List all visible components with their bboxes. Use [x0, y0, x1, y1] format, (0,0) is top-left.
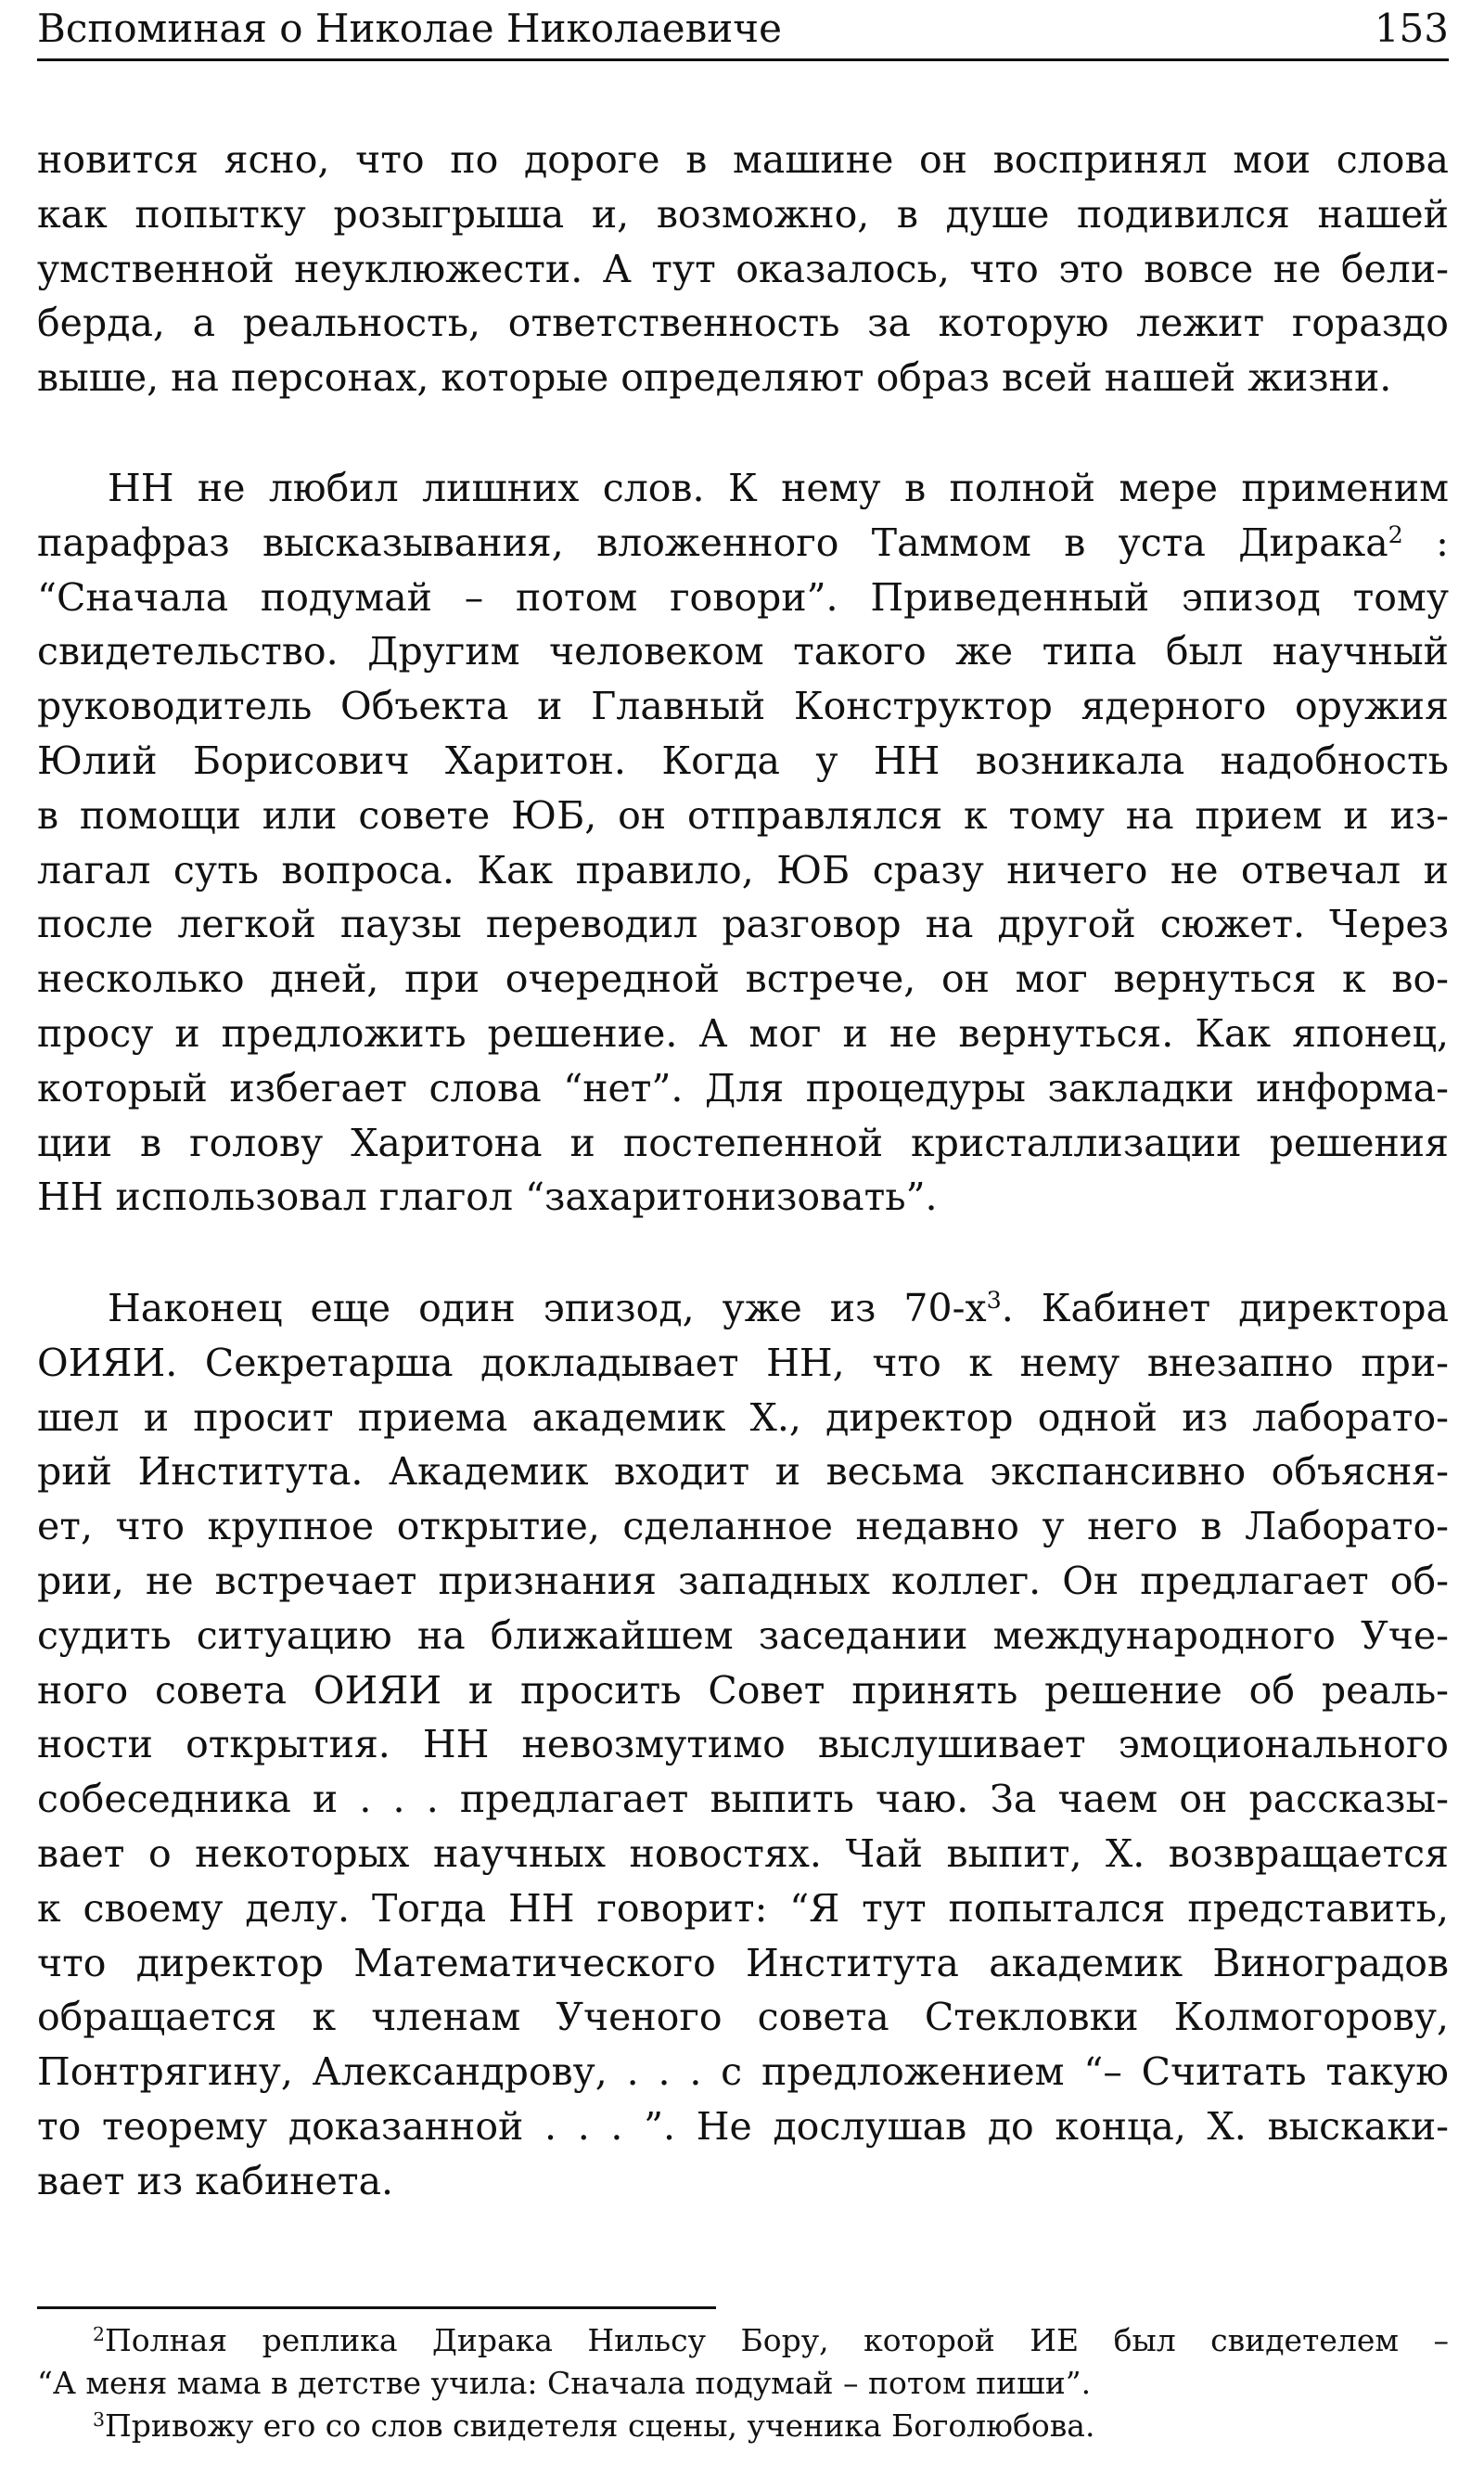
text-line	[37, 516, 1449, 571]
text-line: к своему делу. Тогда НН говорит: “Я тут попытался представить,	[37, 1885, 1449, 1931]
text-line: Юлий Борисович Харитон. Когда у НН возникала надобность	[37, 738, 1449, 783]
text-line-tail: . Кабинет директора	[1001, 1286, 1450, 1330]
text-line: выше, на персонах, которые определяют образ всей нашей жизни.	[37, 355, 1392, 401]
text-line: НН не любил лишних слов. К нему в полной мере применим	[108, 466, 1449, 510]
text-line-body: парафраз высказывания, вложенного Таммом в уста Дирака	[37, 520, 1388, 565]
text-line: собеседника и . . . предлагает выпить чаю. За чаем он рассказы-	[37, 1777, 1449, 1822]
text-line: судить ситуацию на ближайшем заседании международного Уче-	[37, 1612, 1449, 1658]
text-line: который избегает слова “нет”. Для процедуры закладки информа-	[37, 1065, 1449, 1111]
page-number: 153	[1374, 6, 1449, 51]
footnote-ref-3[interactable]: 3	[986, 1286, 1002, 1315]
text-line: руководитель Объекта и Главный Конструктор ядерного оружия	[37, 684, 1449, 729]
running-head	[37, 6, 1449, 61]
text-line: НН использовал глагол “захаритонизовать”.	[37, 1175, 938, 1220]
text-line: вает о некоторых научных новостях. Чай выпит, Х. возвращается	[37, 1830, 1449, 1876]
text-line: вает из кабинета.	[37, 2158, 394, 2203]
text-line: в помощи или совете ЮБ, он отправлялся к тому на прием и из-	[37, 792, 1449, 838]
text-line: рий Института. Академик входит и весьма экспансивно объясня-	[37, 1449, 1449, 1495]
text-line: обращается к членам Ученого совета Стекловки Колмогорову,	[37, 1995, 1449, 2040]
footnote-line: “А меня мама в детстве учила: Сначала подумай – потом пиши”.	[37, 2365, 1092, 2401]
text-line-body: Наконец еще один эпизод, уже из 70-х	[108, 1286, 987, 1330]
text-line: после легкой паузы переводил разговор на другой сюжет. Через	[37, 902, 1449, 947]
footnote-marker: 3	[93, 2407, 106, 2431]
text-line-tail: :	[1402, 520, 1449, 565]
text-line: ности открытия. НН невозмутимо выслушивает эмоционального	[37, 1722, 1449, 1767]
text-line: умственной неуклюжести. А тут оказалось, что это вовсе не бели-	[37, 246, 1449, 291]
text-line: берда, а реальность, ответственность за которую лежит гораздо	[37, 301, 1449, 346]
running-head-title: Вспоминая о Николае Николаевиче	[37, 6, 782, 51]
text-line: свидетельство. Другим человеком такого же типа был научный	[37, 629, 1449, 674]
footnote-3	[37, 2405, 1449, 2447]
text-line: рии, не встречает признания западных коллег. Он предлагает об-	[37, 1558, 1449, 1603]
text-line: то теорему доказанной . . . ”. Не дослушав до конца, Х. выскаки-	[37, 2103, 1449, 2149]
footnote-text: Полная реплика Дирака Нильсу Бору, которой ИЕ был свидетелем –	[105, 2322, 1449, 2358]
text-line: как попытку розыгрыша и, возможно, в душе подивился нашей	[37, 191, 1449, 237]
text-line: ного совета ОИЯИ и просить Совет принять решение об реаль-	[37, 1667, 1449, 1713]
text-line: что директор Математического Института академик Виноградов	[37, 1940, 1449, 1985]
footnote-2	[37, 2319, 1449, 2405]
footnote-line	[37, 2405, 1449, 2447]
footnote-ref-2[interactable]: 2	[1388, 520, 1403, 548]
text-line: ции в голову Харитона и постепенной кристаллизации решения	[37, 1120, 1449, 1165]
footnote-line	[37, 2319, 1449, 2362]
footnote-divider	[37, 2306, 716, 2309]
text-line: несколько дней, при очередной встрече, он мог вернуться к во-	[37, 957, 1449, 1002]
text-line: новится ясно, что по дороге в машине он воспринял мои слова	[37, 137, 1449, 182]
text-line: лагал суть вопроса. Как правило, ЮБ сразу ничего не отвечал и	[37, 847, 1449, 892]
text-line: шел и просит приема академик Х., директор одной из лаборато-	[37, 1394, 1449, 1440]
text-line: ет, что крупное открытие, сделанное недавно у него в Лаборато-	[37, 1504, 1449, 1549]
text-line: ОИЯИ. Секретарша докладывает НН, что к нему внезапно при-	[37, 1340, 1449, 1385]
text-line: “Сначала подумай – потом говори”. Приведенный эпизод тому	[37, 574, 1449, 620]
book-page	[37, 0, 1449, 2478]
text-line: Понтрягину, Александрову, . . . с предложением “– Считать такую	[37, 2049, 1449, 2095]
text-line: просу и предложить решение. А мог и не вернуться. Как японец,	[37, 1010, 1449, 1056]
text-line	[37, 1281, 1449, 1336]
paragraph-3	[37, 1281, 1449, 2209]
paragraph-2	[37, 461, 1449, 1225]
footnote-text: Привожу его со слов свидетеля сцены, ученика Боголюбова.	[105, 2407, 1095, 2444]
paragraph-1	[37, 133, 1449, 405]
footnote-marker: 2	[93, 2322, 106, 2345]
